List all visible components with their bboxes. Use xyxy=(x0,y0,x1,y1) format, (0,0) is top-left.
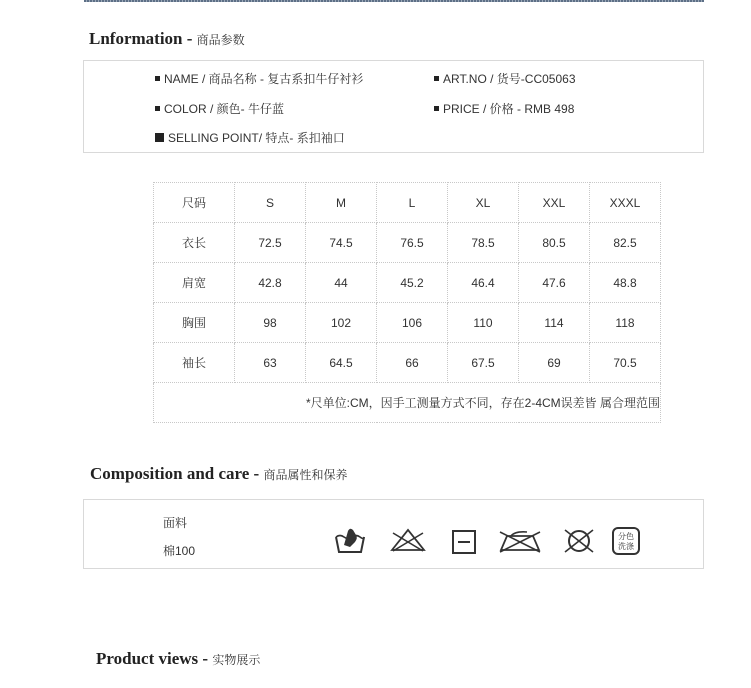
table-cell: 74.5 xyxy=(306,223,377,263)
measurement-note: *尺单位:CM，因手工测量方式不同，存在2-4CM误差皆 属合理范围 xyxy=(154,383,661,423)
table-cell: 98 xyxy=(235,303,306,343)
product-views-title: Product views - 实物展示 xyxy=(96,649,261,668)
table-cell: 114 xyxy=(519,303,590,343)
table-cell: 102 xyxy=(306,303,377,343)
hand-wash-icon xyxy=(334,525,366,555)
table-cell: 46.4 xyxy=(448,263,519,303)
table-header-cell: XXXL xyxy=(590,183,661,223)
bullet-icon xyxy=(155,76,160,81)
table-cell: 47.6 xyxy=(519,263,590,303)
table-row xyxy=(154,343,661,383)
table-row xyxy=(154,263,661,303)
fabric-label: 面料 xyxy=(163,516,188,530)
table-cell: 42.8 xyxy=(235,263,306,303)
table-cell: 82.5 xyxy=(590,223,661,263)
table-cell: 67.5 xyxy=(448,343,519,383)
table-cell: 106 xyxy=(377,303,448,343)
bullet-icon xyxy=(434,76,439,81)
table-row-label: 袖长 xyxy=(154,343,235,383)
table-cell: 80.5 xyxy=(519,223,590,263)
information-title: Lnformation - 商品参数 xyxy=(89,29,245,48)
no-iron-icon xyxy=(497,528,543,554)
composition-title: Composition and care - 商品属性和保养 xyxy=(90,464,348,483)
information-box xyxy=(83,60,704,153)
wash-separately-text-1: 分色 xyxy=(618,532,634,541)
table-cell: 69 xyxy=(519,343,590,383)
table-cell: 48.8 xyxy=(590,263,661,303)
no-bleach-icon xyxy=(389,527,427,553)
composition-box xyxy=(83,499,704,569)
table-cell: 72.5 xyxy=(235,223,306,263)
info-selling-point: SELLING POINT/ 特点- 系扣袖口 xyxy=(155,129,345,146)
table-header-cell: XXL xyxy=(519,183,590,223)
fabric-value: 棉100 xyxy=(163,544,196,558)
table-cell: 76.5 xyxy=(377,223,448,263)
top-divider xyxy=(84,0,704,2)
table-cell: 63 xyxy=(235,343,306,383)
info-art-no: ART.NO / 货号-CC05063 xyxy=(434,70,576,87)
table-header-cell: M xyxy=(306,183,377,223)
table-cell: 45.2 xyxy=(377,263,448,303)
table-row-label: 胸围 xyxy=(154,303,235,343)
wash-separately-text-2: 洗涤 xyxy=(618,542,634,551)
table-cell: 118 xyxy=(590,303,661,343)
tumble-dry-icon xyxy=(451,529,477,555)
bullet-icon xyxy=(434,106,439,111)
table-cell: 64.5 xyxy=(306,343,377,383)
table-row xyxy=(154,223,661,263)
no-dry-clean-icon xyxy=(562,527,596,555)
info-name: NAME / 商品名称 - 复古系扣牛仔衬衫 xyxy=(155,70,363,87)
bullet-icon xyxy=(155,106,160,111)
info-color: COLOR / 颜色- 牛仔蓝 xyxy=(155,100,284,117)
table-row-label: 肩宽 xyxy=(154,263,235,303)
table-header-cell: XL xyxy=(448,183,519,223)
size-table xyxy=(153,182,661,423)
table-header-cell: 尺码 xyxy=(154,183,235,223)
table-cell: 44 xyxy=(306,263,377,303)
table-note-row xyxy=(154,383,661,423)
table-header-cell: L xyxy=(377,183,448,223)
table-header-cell: S xyxy=(235,183,306,223)
table-cell: 110 xyxy=(448,303,519,343)
table-row xyxy=(154,303,661,343)
table-row-label: 衣长 xyxy=(154,223,235,263)
table-cell: 78.5 xyxy=(448,223,519,263)
table-header-row xyxy=(154,183,661,223)
table-cell: 70.5 xyxy=(590,343,661,383)
bullet-icon xyxy=(155,133,164,142)
table-cell: 66 xyxy=(377,343,448,383)
info-price: PRICE / 价格 - RMB 498 xyxy=(434,100,574,117)
wash-separately-icon xyxy=(611,526,641,556)
